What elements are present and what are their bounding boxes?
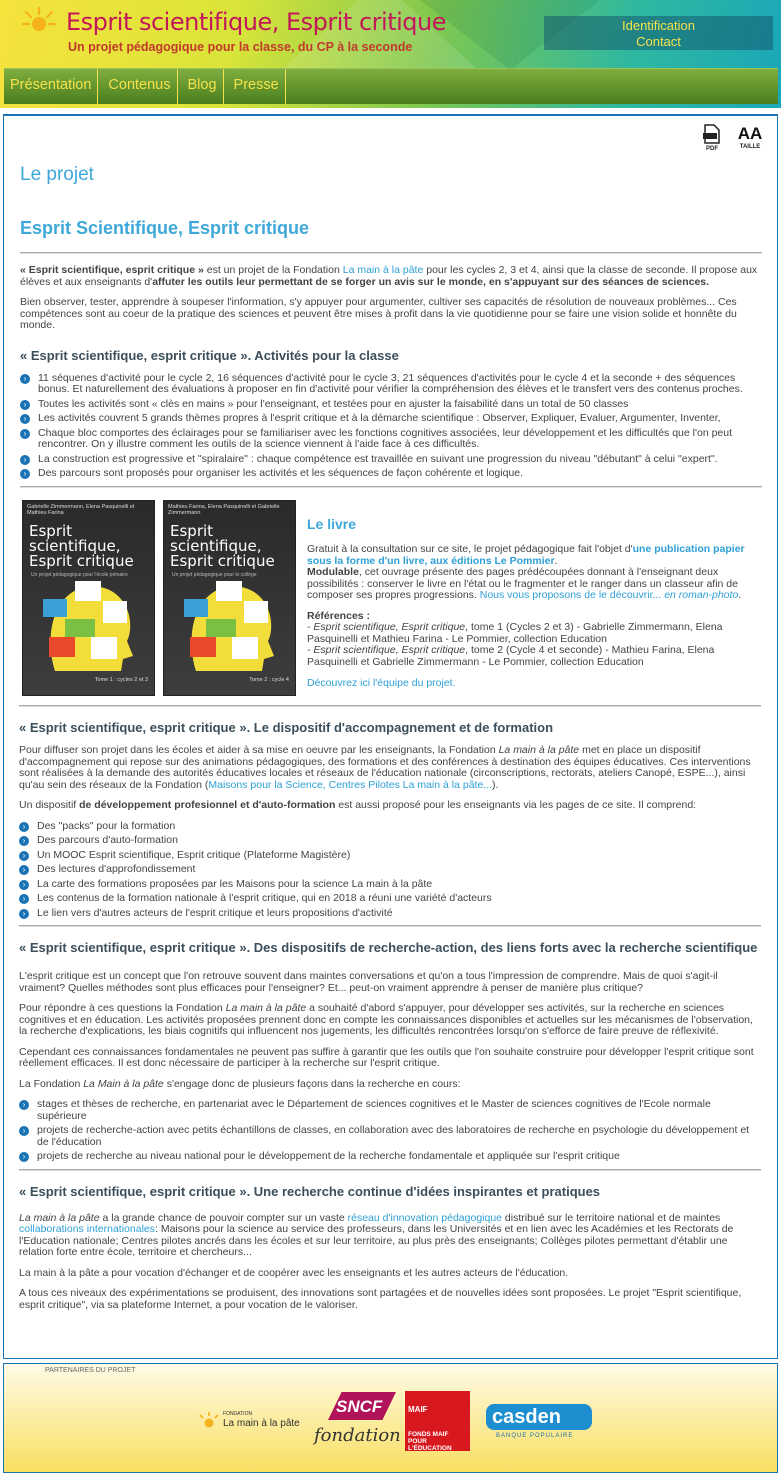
list-item: › Les activités couvrent 5 grands thèmes propres à l'esprit critique et à la démarche scientifique : Observer, Expliquer, Evaluer, Argumenter, Inventer, <box>20 413 762 425</box>
livre-section: Le livre Gratuit à la consultation sur ce site, le projet pédagogique fait l'objet d'une publication papier sous la forme d'un livre, aux éditions Le Pommier. Modulable, cet ouvrage présente des pages prédécoupées donnant à l'enseignant deux possibilités : conserver le livre en l'état ou le fragmenter et le ranger dans un classeur afin de composer ses propres progressions. Nous vous proposons de le découvrir... en roman-photo. Références : - Esprit scientifique, Esprit critique, tome 1 (Cycles 2 et 3) - Gabrielle Zimmermann, Elena Pasquinelli et Mathieu Farina - Le Pommier, collection Education - Esprit scientifique, Esprit critique, tome 2 (Cycle 4 et seconde) - Mathieu Farina, Elena Pasquinelli et Gabrielle Zimmermann - Le Pommier, collection Education Découvrez ici l'équipe du projet. <box>307 516 761 689</box>
list-item: › projets de recherche-action avec petits échantillons de classes, en collaboration avec des laboratoires de recherche en psychologie du développement et de l'éducation <box>19 1125 761 1148</box>
book-cover-tome2[interactable]: Mathieu Farina, Elena Pasquinelli et Gabrielle Zimmermann Esprit scientifique, Esprit critique Un projet pédagogique pour le collège Tome 2 : cycle 4 <box>163 500 296 696</box>
arrow-bullet-icon: › <box>19 1126 29 1136</box>
maisons-link[interactable]: Maisons pour la Science, Centres Pilotes La main à la pâte... <box>208 778 493 791</box>
nav-presse[interactable]: Presse <box>228 69 286 105</box>
team-link[interactable]: Découvrez ici l'équipe du projet. <box>307 677 456 689</box>
partners-label: PARTENAIRES DU PROJET <box>45 1367 136 1374</box>
arrow-bullet-icon: › <box>19 851 29 861</box>
list-item[interactable]: › La carte des formations proposées par les Maisons pour la science La main à la pâte <box>19 879 761 891</box>
list-item: › Toutes les activités sont « clès en mains » pour l'enseignant, et testées pour en ajuster la faisabilité dans un total de 50 classes <box>20 399 762 411</box>
lamap-link[interactable]: La main à la pâte <box>342 264 424 276</box>
site-header <box>0 0 781 108</box>
arrow-bullet-icon: › <box>19 822 29 832</box>
references-title: Références : <box>307 609 371 622</box>
list-item: › projets de recherche au niveau national pour le développement de la recherche fondamentale et appliquée sur l'esprit critique <box>19 1151 761 1163</box>
list-item[interactable]: › Des parcours d'auto-formation <box>19 835 761 847</box>
divider <box>19 1169 761 1171</box>
list-item[interactable]: › Un MOOC Esprit scientifique, Esprit critique (Plateforme Magistère) <box>19 850 761 862</box>
arrow-bullet-icon: › <box>20 429 30 439</box>
sun-logo-icon <box>22 6 56 34</box>
arrow-bullet-icon: › <box>19 1100 29 1110</box>
arrow-bullet-icon: › <box>20 374 30 384</box>
site-title[interactable]: Esprit scientifique, Esprit critique <box>66 8 446 36</box>
page-title: Le projet <box>20 164 94 185</box>
list-item[interactable]: › Les contenus de la formation nationale à l'esprit critique, qui en 2018 a réuni une variété d'acteurs <box>19 893 761 905</box>
list-item: › Des parcours sont proposés pour organiser les activités et les séquences de façon cohérente et logique. <box>20 468 762 480</box>
list-item[interactable]: › Des lectures d'approfondissement <box>19 864 761 876</box>
divider <box>20 252 762 254</box>
livre-title: Le livre <box>307 516 357 532</box>
divider <box>19 705 761 707</box>
formation-list <box>19 821 761 920</box>
book-illustration-icon <box>35 571 145 679</box>
collaborations-link[interactable]: collaborations internationales <box>19 1223 156 1235</box>
divider <box>19 925 761 927</box>
text-size-label: TAILLE <box>739 144 761 150</box>
publication-link[interactable]: une publication papier sous la forme d'un livre, aux éditions Le Pommier <box>307 543 745 567</box>
divider <box>20 486 762 488</box>
activities-title: « Esprit scientifique, esprit critique ». Activités pour la classe <box>20 347 399 363</box>
site-subtitle: Un projet pédagogique pour la classe, du CP à la seconde <box>68 40 413 54</box>
roman-photo-link[interactable]: en roman-photo <box>661 589 739 601</box>
partners-footer <box>3 1363 778 1473</box>
nav-contenus[interactable]: Contenus <box>102 69 177 105</box>
arrow-bullet-icon: › <box>20 400 30 410</box>
arrow-bullet-icon: › <box>20 414 30 424</box>
book-cover-tome1[interactable]: Gabrielle Zimmermann, Elena Pasquinelli et Mathieu Farina Esprit scientifique, Esprit critique Un projet pédagogique pour l'école primaire Tome 1 : cycles 2 et 3 <box>22 500 155 696</box>
pdf-icon <box>703 124 721 144</box>
pdf-button[interactable] <box>697 124 727 152</box>
formation-section: « Esprit scientifique, esprit critique ». Le dispositif d'accompagnement et de formation Pour diffuser son projet dans les écoles et aider à sa mise en oeuvre par les enseignants, la Fondation La main à la pâte met en place un dispositif d'accompagnement qui repose sur des animations pédagogiques, des formations et des conférences à destination des équipes éducatives. Ces interventions sont réalisées à la demande des autorités éducatives locales et réseaux de l'éducation nationale (circonscriptions, rectorats, ateliers Canopé, ESPE...), ainsi qu'au sein des réseaux de la Fondation (Maisons pour la Science, Centres Pilotes La main à la pâte...). Un dispositif de développement profesionnel et d'auto-formation est aussi proposé pour les enseignants via les pages de ce site. Il comprend: › Des "packs" pour la formation › Des parcours d'auto-formation › Un MOOC Esprit scientifique, Esprit critique (Plateforme Magistère) › Des lectures d'approfondissement › La carte des formations proposées par les Maisons pour la science La main à la pâte › Les contenus de la formation nationale à l'esprit critique, qui en 2018 a réuni une variété d'acteurs › Le lien vers d'autres acteurs de l'esprit critique et leurs propositions d'activité « Esprit scientifique, esprit critique ». Des dispositifs de recherche-action, des liens forts avec la recherche scientifique L'esprit critique est un concept que l'on retrouve souvent dans maintes conversations et qu'on a tous l'impression de comprendre. Mais de quoi s'agit-il vraiment? Quelles méthodes sont plus efficaces pour l'enseigner? Et... peut-on vraiment apprendre à penser de manière plus critique? Pour répondre à ces questions la Fondation La main à la pâte a souhaité d'abord s'appuyer, pour développer ses activités, sur la recherche en sciences cognitives et en éducation. Les activités proposées prennent donc en compte les connaissances disponibles et actuelles sur les mécanismes de l'observation, la recherche d'explications, les biais cognitifs qui influencent nos jugements, les difficultés rencontrées lorsqu'on s'efforce de faire preuve de réflexivité. Cependant ces connaissances fondamentales ne peuvent pas suffire à garantir que les outils que l'on souhaite construire pour développer l'esprit critique sont réellement efficaces. Il est donc nécessaire de participer à la recherche sur l'esprit critique. La Fondation La Main à la pâte s'engage donc de plusieurs façons dans la recherche en cours: › stages et thèses de recherche, en partenariat avec le Département de sciences cognitives et le Master de sciences cognitives de l'Ecole normale supérieure › projets de recherche-action avec petits échantillons de classes, en collaboration avec des laboratoires de recherche en psychologie du développement et de l'éducation › projets de recherche au niveau national pour le développement de la recherche fondamentale et appliquée sur l'esprit critique « Esprit scientifique, esprit critique ». Une recherche continue d'idées inspirantes et pratiques La main à la pâte a la grande chance de pouvoir compter sur un vaste réseau d'innovation pédagogique distribué sur le territoire national et de maintes collaborations internationales: Maisons pour la science au service des professeurs, dans les Universités et en lien avec les Académies et les Rectorats de l'Education nationale; Centres pilotes ancrés dans les écoles et sur leur territoire, au plus près des enseignants; Collèges pilotes permettant d'établir une relation forte entre école, territoire et chercheurs... La main à la pâte a pour vocation d'échanger et de coopérer avec les enseignants et les autres acteurs de l'éducation. A tous ces niveaux des expérimentations se produisent, des innovations sont partagées et de nouvelles idées sont proposées. Le projet "Esprit scientifique, esprit critique", via sa plateforme Internet, a pour vocation de le valoriser. <box>19 705 761 1320</box>
text-size-button[interactable] <box>735 124 765 150</box>
list-item: › 11 séquenes d'activité pour le cycle 2, 16 séquences d'activité pour le cycle 3, 21 séquences d'activités pour le cycle 4 et la seconde + des séquences bonus. Et naturellement des évaluations à proposer en fin d'activité pour vérifier la compréhension des élèves et le transfert vers des contenus proches. <box>20 373 762 396</box>
identification-link[interactable]: Identification <box>622 18 695 33</box>
arrow-bullet-icon: › <box>19 909 29 919</box>
intro-section: « Esprit scientifique, esprit critique » est un projet de la Fondation La main à la pâte pour les cycles 2, 3 et 4, ainsi que la classe de seconde. Il propose aux élèves et aux enseignants d'affuter les outils leur permettant de se forger un avis sur le monde, en s'appuyant sur des séances de sciences. Bien observer, tester, apprendre à soupeser l'information, s'y appuyer pour argumenter, cultiver ses capacités de résolution de nouveaux problèmes... Ces compétences sont au coeur de la pratique des sciences et peuvent être mises à profit dans la vie quotidienne pour se faire une vision solide et honnête du monde. « Esprit scientifique, esprit critique ». Activités pour la classe › 11 séquenes d'activité pour le cycle 2, 16 séquences d'activité pour le cycle 3, 21 séquences d'activités pour le cycle 4 et la seconde + des séquences bonus. Et naturellement des évaluations à proposer en fin d'activité pour vérifier la compréhension des élèves et le transfert vers des contenus proches. › Toutes les activités sont « clès en mains » pour l'enseignant, et testées pour en ajuster la faisabilité dans un total de 50 classes › Les activités couvrent 5 grands thèmes propres à l'esprit critique et à la démarche scientifique : Observer, Expliquer, Evaluer, Argumenter, Inventer, › Chaque bloc comportes des éclairages pour se familiariser avec les fonctions cognitives associées, leur développement et les difficultés que l'on peut rencontrer. On y illustre comment les outils de la science viennent à l'aide face à ces difficultés. › La construction est progressive et "spiralaire" : chaque compétence est travaillée en suivant une progression du niveau "débutant" à celui "expert". › Des parcours sont proposés pour organiser les activités et les séquences de façon cohérente et logique. <box>20 252 762 488</box>
activities-list <box>20 373 762 480</box>
nav-blog[interactable]: Blog <box>182 69 224 105</box>
contact-link[interactable]: Contact <box>636 34 681 49</box>
arrow-bullet-icon: › <box>20 455 30 465</box>
nav-presentation[interactable]: Présentation <box>4 69 98 105</box>
list-item[interactable]: › Des "packs" pour la formation <box>19 821 761 833</box>
main-heading: Esprit Scientifique, Esprit critique <box>20 218 310 238</box>
inspiration-title: « Esprit scientifique, esprit critique ». Une recherche continue d'idées inspirantes et pratiques <box>19 1183 601 1199</box>
main-nav <box>4 68 778 104</box>
list-item[interactable]: › Le lien vers d'autres acteurs de l'esprit critique et leurs propositions d'activité <box>19 908 761 920</box>
arrow-bullet-icon: › <box>19 836 29 846</box>
intro-paragraph: Bien observer, tester, apprendre à soupeser l'information, s'y appuyer pour argumenter, cultiver ses capacités de résolution de nouveaux problèmes... Ces compétences sont au coeur de la pratique des sciences et peuvent être mises à profit dans la vie quotidienne pour se faire une vision solide et honnête du monde. <box>20 296 737 331</box>
pdf-label: PDF <box>706 146 718 152</box>
user-box <box>544 16 773 50</box>
decouvrir-link[interactable]: Nous vous proposons de le découvrir... <box>479 589 662 601</box>
maif-logo[interactable]: MAIF FONDS MAIF POUR L'ÉDUCATION <box>405 1391 470 1451</box>
recherche-list <box>19 1099 761 1163</box>
arrow-bullet-icon: › <box>20 469 30 479</box>
recherche-title: « Esprit scientifique, esprit critique ». Des dispositifs de recherche-action, des liens forts avec la recherche scientifique <box>19 940 758 955</box>
casden-logo[interactable]: casden BANQUE POPULAIRE <box>486 1404 596 1444</box>
book-illustration-icon <box>176 571 286 679</box>
reseau-link[interactable]: réseau d'innovation pédagogique <box>347 1211 503 1224</box>
lamap-logo[interactable]: FONDATION La main à la pâte <box>199 1409 299 1433</box>
arrow-bullet-icon: › <box>19 1152 29 1162</box>
page-tools <box>689 124 765 152</box>
arrow-bullet-icon: › <box>19 894 29 904</box>
formation-title: « Esprit scientifique, esprit critique ». Le dispositif d'accompagnement et de formation <box>19 720 554 735</box>
list-item: › La construction est progressive et "spiralaire" : chaque compétence est travaillée en suivant une progression du niveau "débutant" à celui "expert". <box>20 454 762 466</box>
arrow-bullet-icon: › <box>19 865 29 875</box>
intro-strong: « Esprit scientifique, esprit critique » <box>20 264 204 276</box>
list-item: › Chaque bloc comportes des éclairages pour se familiariser avec les fonctions cognitives associées, leur développement et les difficultés que l'on peut rencontrer. On y illustre comment les outils de la science viennent à l'aide face à ces difficultés. <box>20 428 762 451</box>
list-item: › stages et thèses de recherche, en partenariat avec le Département de sciences cognitives et le Master de sciences cognitives de l'Ecole normale supérieure <box>19 1099 761 1122</box>
text-size-icon: AA <box>737 124 763 143</box>
sun-logo-icon <box>199 1411 219 1429</box>
arrow-bullet-icon: › <box>19 880 29 890</box>
sncf-logo[interactable]: SNCF fondation <box>310 1392 398 1452</box>
